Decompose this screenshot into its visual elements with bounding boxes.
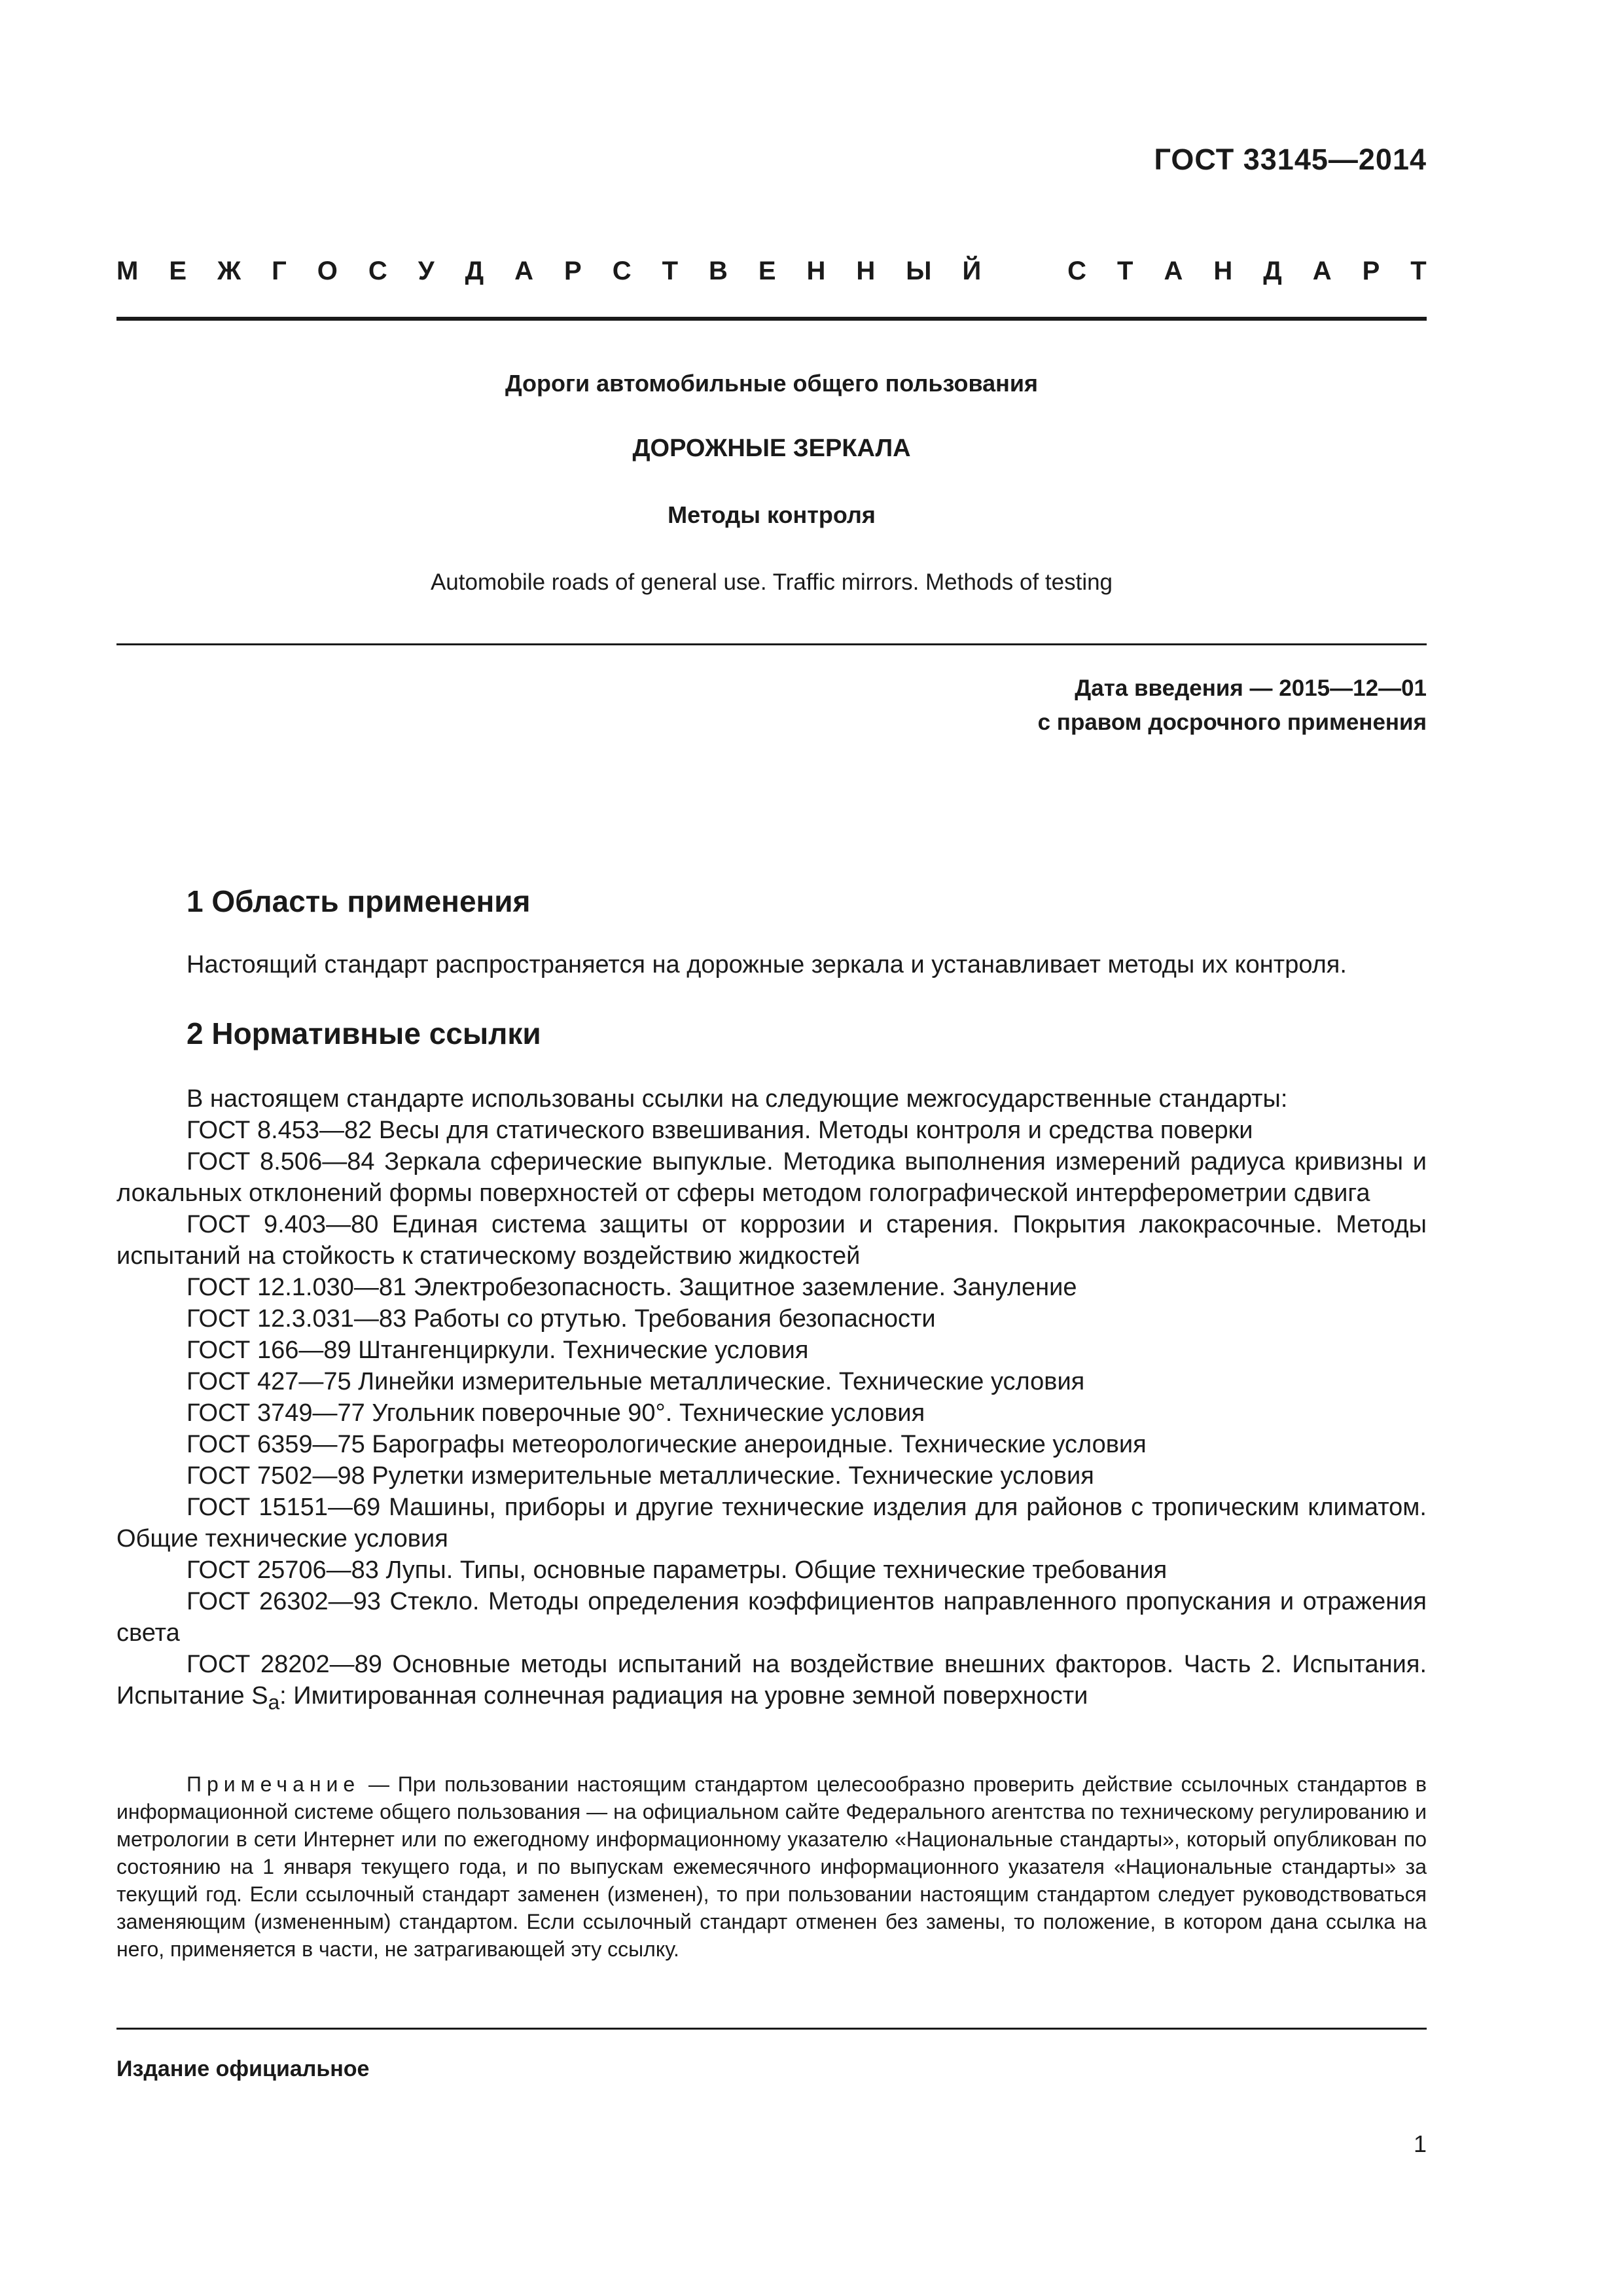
standard-type-letter: Н xyxy=(856,257,876,285)
standard-type-letter: А xyxy=(1164,257,1183,285)
official-edition-label: Издание официальное xyxy=(116,2056,370,2081)
reference-item: ГОСТ 8.506—84 Зеркала сферические выпуклые. Методика выполнения измерений радиуса кривизны и локальных отклонений формы поверхностей от сферы методом голографической интерферометрии сдвига xyxy=(116,1148,1427,1207)
standard-type-letter: Т xyxy=(662,257,678,285)
standard-type-letter: С xyxy=(368,257,387,285)
standard-type-letter: О xyxy=(317,257,338,285)
reference-item: ГОСТ 8.453—82 Весы для статического взвешивания. Методы контроля и средства поверки xyxy=(187,1117,1253,1144)
reference-item: ГОСТ 7502—98 Рулетки измерительные металлические. Технические условия xyxy=(187,1462,1094,1490)
introduction-date-line: Дата введения — 2015—12—01 xyxy=(1075,675,1427,701)
standard-type-letter: А xyxy=(1312,257,1332,285)
section-1-text: Настоящий стандарт распространяется на дорожные зеркала и устанавливает методы их контроля. xyxy=(187,951,1347,978)
gost-number: ГОСТ 33145—2014 xyxy=(1154,143,1427,176)
reference-item: ГОСТ 12.1.030—81 Электробезопасность. Защитное заземление. Зануление xyxy=(187,1274,1077,1301)
reference-item: ГОСТ 9.403—80 Единая система защиты от коррозии и старения. Покрытия лакокрасочные. Методы испытаний на стойкость к статическому воздействию жидкостей xyxy=(116,1211,1427,1270)
title-english: Automobile roads of general use. Traffic mirrors. Methods of testing xyxy=(430,569,1113,595)
reference-last-subscript: a xyxy=(268,1690,280,1714)
standard-type-letter: М xyxy=(116,257,139,285)
standard-type-letter: Т xyxy=(1117,257,1133,285)
note-text: — При пользовании настоящим стандартом целесообразно проверить действие ссылочных стандартов в информационной системе общего пользования — на официальном сайте Федерального агентства по техническому регулированию и метрологии в сети Интернет или по ежегодному информационному указателю «Национальные стандарты», который опубликован по состоянию на 1 января текущего года, и по выпускам ежемесячного информационного указателя «Национальные стандарты» за текущий год. Если ссылочный стандарт заменен (изменен), то при пользовании настоящим стандартом следует руководствоваться заменяющим (измененным) стандартом. Если ссылочный стандарт отменен без замены, то положение, в котором дана ссылка на него, применяется в части, не затрагивающей эту ссылку. xyxy=(116,1772,1427,1961)
standard-type-letter: Р xyxy=(1362,257,1380,285)
standard-type-letter: С xyxy=(1067,257,1087,285)
references-intro: В настоящем стандарте использованы ссылки на следующие межгосударственные стандарты: xyxy=(187,1085,1288,1113)
standard-type-letter: Й xyxy=(962,257,982,285)
standard-type-letter: Д xyxy=(1263,257,1282,285)
reference-item: ГОСТ 166—89 Штангенциркули. Технические условия xyxy=(187,1336,809,1364)
title-rule xyxy=(116,643,1427,645)
footer-rule xyxy=(116,2028,1427,2030)
standard-type-letter: Н xyxy=(1213,257,1233,285)
standard-type-letter: А xyxy=(514,257,534,285)
standard-type-letter: Ж xyxy=(217,257,241,285)
note-paragraph xyxy=(116,1770,1427,1963)
standard-type-letter: Ы xyxy=(906,257,932,285)
reference-item: ГОСТ 3749—77 Угольник поверочные 90°. Технические условия xyxy=(187,1399,925,1427)
reference-last-suffix: : Имитированная солнечная радиация на уровне земной поверхности xyxy=(279,1682,1088,1710)
reference-item: ГОСТ 6359—75 Барографы метеорологические анероидные. Технические условия xyxy=(187,1431,1147,1458)
standard-type-letter: Д xyxy=(465,257,484,285)
note-label: Примечание xyxy=(187,1772,361,1796)
standard-type-letter: Е xyxy=(169,257,187,285)
standard-type-letter: Г xyxy=(272,257,287,285)
reference-item: ГОСТ 25706—83 Лупы. Типы, основные параметры. Общие технические требования xyxy=(187,1556,1168,1584)
early-application-line: с правом досрочного применения xyxy=(1037,709,1427,735)
reference-item: ГОСТ 12.3.031—83 Работы со ртутью. Требования безопасности xyxy=(187,1305,936,1333)
standard-type-heading xyxy=(116,257,1427,286)
standard-type-letter: В xyxy=(708,257,728,285)
reference-item-last xyxy=(116,1649,1427,1718)
standard-type-letter: С xyxy=(612,257,632,285)
page-number: 1 xyxy=(1413,2130,1427,2157)
title-line-1: Дороги автомобильные общего пользования xyxy=(505,370,1039,397)
standard-type-letter: Н xyxy=(806,257,826,285)
reference-item: ГОСТ 427—75 Линейки измерительные металлические. Технические условия xyxy=(187,1368,1085,1395)
section-2-heading: 2 Нормативные ссылки xyxy=(187,1016,541,1050)
standard-type-letter: Т xyxy=(1410,257,1427,285)
title-line-2: ДОРОЖНЫЕ ЗЕРКАЛА xyxy=(632,435,911,462)
introduction-date xyxy=(1038,672,1427,740)
reference-item: ГОСТ 26302—93 Стекло. Методы определения коэффициентов направленного пропускания и отражения света xyxy=(116,1588,1427,1647)
references-list xyxy=(116,1083,1427,1718)
reference-last-prefix: ГОСТ 28202—89 Основные методы испытаний на воздействие внешних факторов. Часть 2. Испытания. Испытание S xyxy=(116,1651,1427,1710)
header-rule xyxy=(116,317,1427,321)
reference-item: ГОСТ 15151—69 Машины, приборы и другие технические изделия для районов с тропическим климатом. Общие технические условия xyxy=(116,1494,1427,1552)
standard-type-letter: У xyxy=(418,257,435,285)
section-1-heading: 1 Область применения xyxy=(187,884,531,918)
title-line-3: Методы контроля xyxy=(668,501,876,528)
standard-type-letter: Е xyxy=(758,257,776,285)
note-block xyxy=(116,1770,1427,1963)
word-gap xyxy=(1012,257,1037,286)
standard-type-letter: Р xyxy=(564,257,582,285)
